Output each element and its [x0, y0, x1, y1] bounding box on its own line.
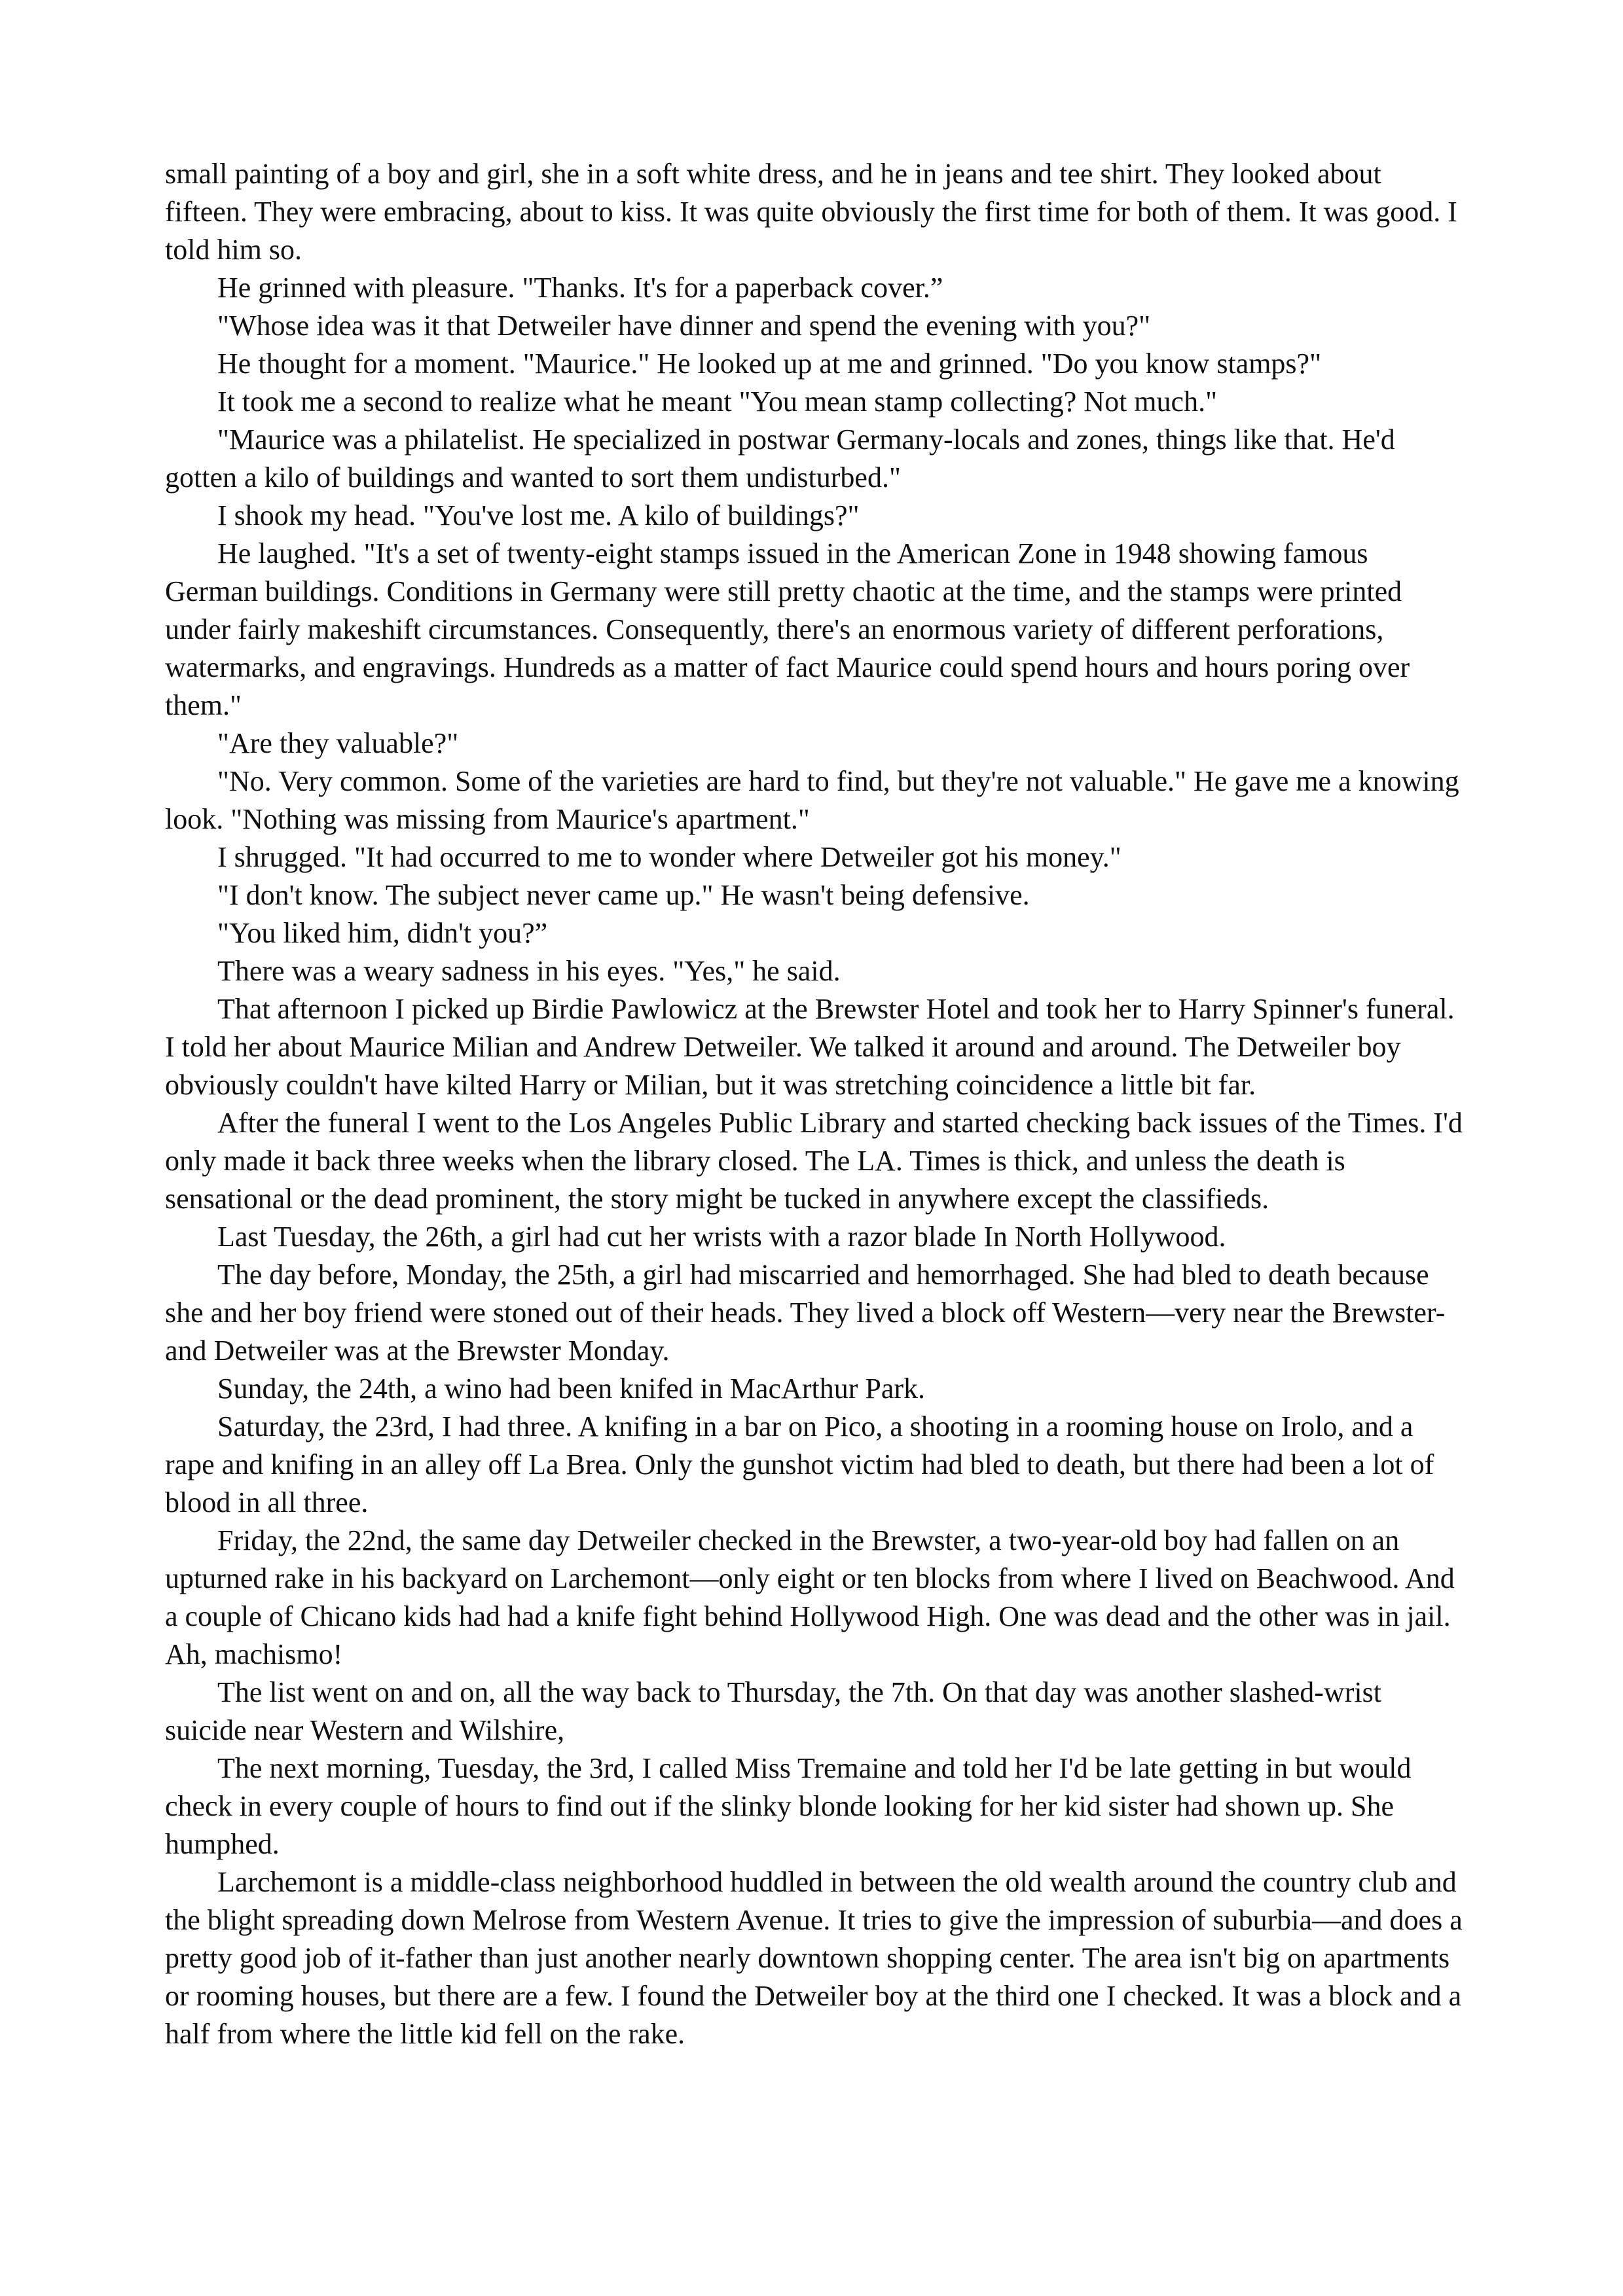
paragraph: He thought for a moment. "Maurice." He looked up at me and grinned. "Do you know stamps?": [217, 348, 1322, 380]
paragraph: The next morning, Tuesday, the 3rd, I called Miss Tremaine and told her I'd be late getting in but would check in every couple of hours to find out if the slinky blonde looking for her kid sister had shown up. She humphed.: [165, 1752, 1412, 1860]
paragraph: Larchemont is a middle-class neighborhood huddled in between the old wealth around the country club and the blight spreading down Melrose from Western Avenue. It tries to give the impression of suburbia—and does a pretty good job of it-father than just another nearly downtown shopping center. The area isn't big on apartments or rooming houses, but there are a few. I found the Detweiler boy at the third one I checked. It was a block and a half from where the little kid fell on the rake.: [165, 1866, 1463, 2050]
paragraph: "Whose idea was it that Detweiler have dinner and spend the evening with you?": [217, 310, 1151, 342]
paragraph: "I don't know. The subject never came up." He wasn't being defensive.: [217, 879, 1030, 911]
paragraph: That afternoon I picked up Birdie Pawlowicz at the Brewster Hotel and took her to Harry Spinner's funeral. I told her about Maurice Milian and Andrew Detweiler. We talked it around and around. The Detweiler boy obviously couldn't have kilted Harry or Milian, but it was stretching coincidence a little bit far.: [165, 993, 1455, 1101]
paragraph: The day before, Monday, the 25th, a girl had miscarried and hemorrhaged. She had bled to death because she and her boy friend were stoned out of their heads. They lived a block off Western—very near the Brewster-and Detweiler was at the Brewster Monday.: [165, 1259, 1446, 1367]
paragraph: It took me a second to realize what he meant "You mean stamp collecting? Not much.": [217, 386, 1218, 418]
paragraph: Last Tuesday, the 26th, a girl had cut her wrists with a razor blade In North Hollywood.: [217, 1221, 1226, 1253]
paragraph: After the funeral I went to the Los Angeles Public Library and started checking back issues of the Times. I'd only made it back three weeks when the library closed. The LA. Times is thick, and unless the death is sensational or the dead prominent, the story might be tucked in anywhere except the classifieds.: [165, 1107, 1463, 1215]
paragraph: "Are they valuable?": [217, 727, 459, 759]
paragraph: I shrugged. "It had occurred to me to wonder where Detweiler got his money.": [217, 841, 1122, 873]
paragraph: The list went on and on, all the way back to Thursday, the 7th. On that day was another slashed-wrist suicide near Western and Wilshire,: [165, 1676, 1381, 1746]
paragraph: Friday, the 22nd, the same day Detweiler checked in the Brewster, a two-year-old boy had fallen on an upturned rake in his backyard on Larchemont—only eight or ten blocks from where I lived on Beachwood. And a couple of Chicano kids had had a knife fight behind Hollywood High. One was dead and the other was in jail. Ah, machismo!: [165, 1524, 1455, 1670]
paragraph: Sunday, the 24th, a wino had been knifed in MacArthur Park.: [217, 1372, 926, 1405]
paragraph: "Maurice was a philatelist. He specialized in postwar Germany-locals and zones, things like that. He'd gotten a kilo of buildings and wanted to sort them undisturbed.": [165, 423, 1395, 493]
paragraph: He laughed. "It's a set of twenty-eight stamps issued in the American Zone in 1948 showing famous German buildings. Conditions in Germany were still pretty chaotic at the time, and the stamps were printed under fairly makeshift circumstances. Consequently, there's an enormous variety of different perforations, watermarks, and engravings. Hundreds as a matter of fact Maurice could spend hours and hours poring over them.": [165, 537, 1410, 721]
paragraph: I shook my head. "You've lost me. A kilo of buildings?": [217, 499, 860, 531]
paragraph: "No. Very common. Some of the varieties are hard to find, but they're not valuable." He gave me a knowing look. "Nothing was missing from Maurice's apartment.": [165, 765, 1459, 835]
paragraph: He grinned with pleasure. "Thanks. It's for a paperback cover.”: [217, 272, 943, 304]
paragraph: small painting of a boy and girl, she in a soft white dress, and he in jeans and tee shirt. They looked about fifteen. They were embracing, about to kiss. It was quite obviously the first time for both of them. It was good. I told him so.: [165, 158, 1457, 266]
paragraph: Saturday, the 23rd, I had three. A knifing in a bar on Pico, a shooting in a rooming house on Irolo, and a rape and knifing in an alley off La Brea. Only the gunshot victim had bled to death, but there had been a lot of blood in all three.: [165, 1410, 1434, 1518]
paragraph: There was a weary sadness in his eyes. "Yes," he said.: [217, 955, 841, 987]
paragraph: "You liked him, didn't you?”: [217, 917, 548, 949]
body-text: [165, 155, 1468, 2053]
